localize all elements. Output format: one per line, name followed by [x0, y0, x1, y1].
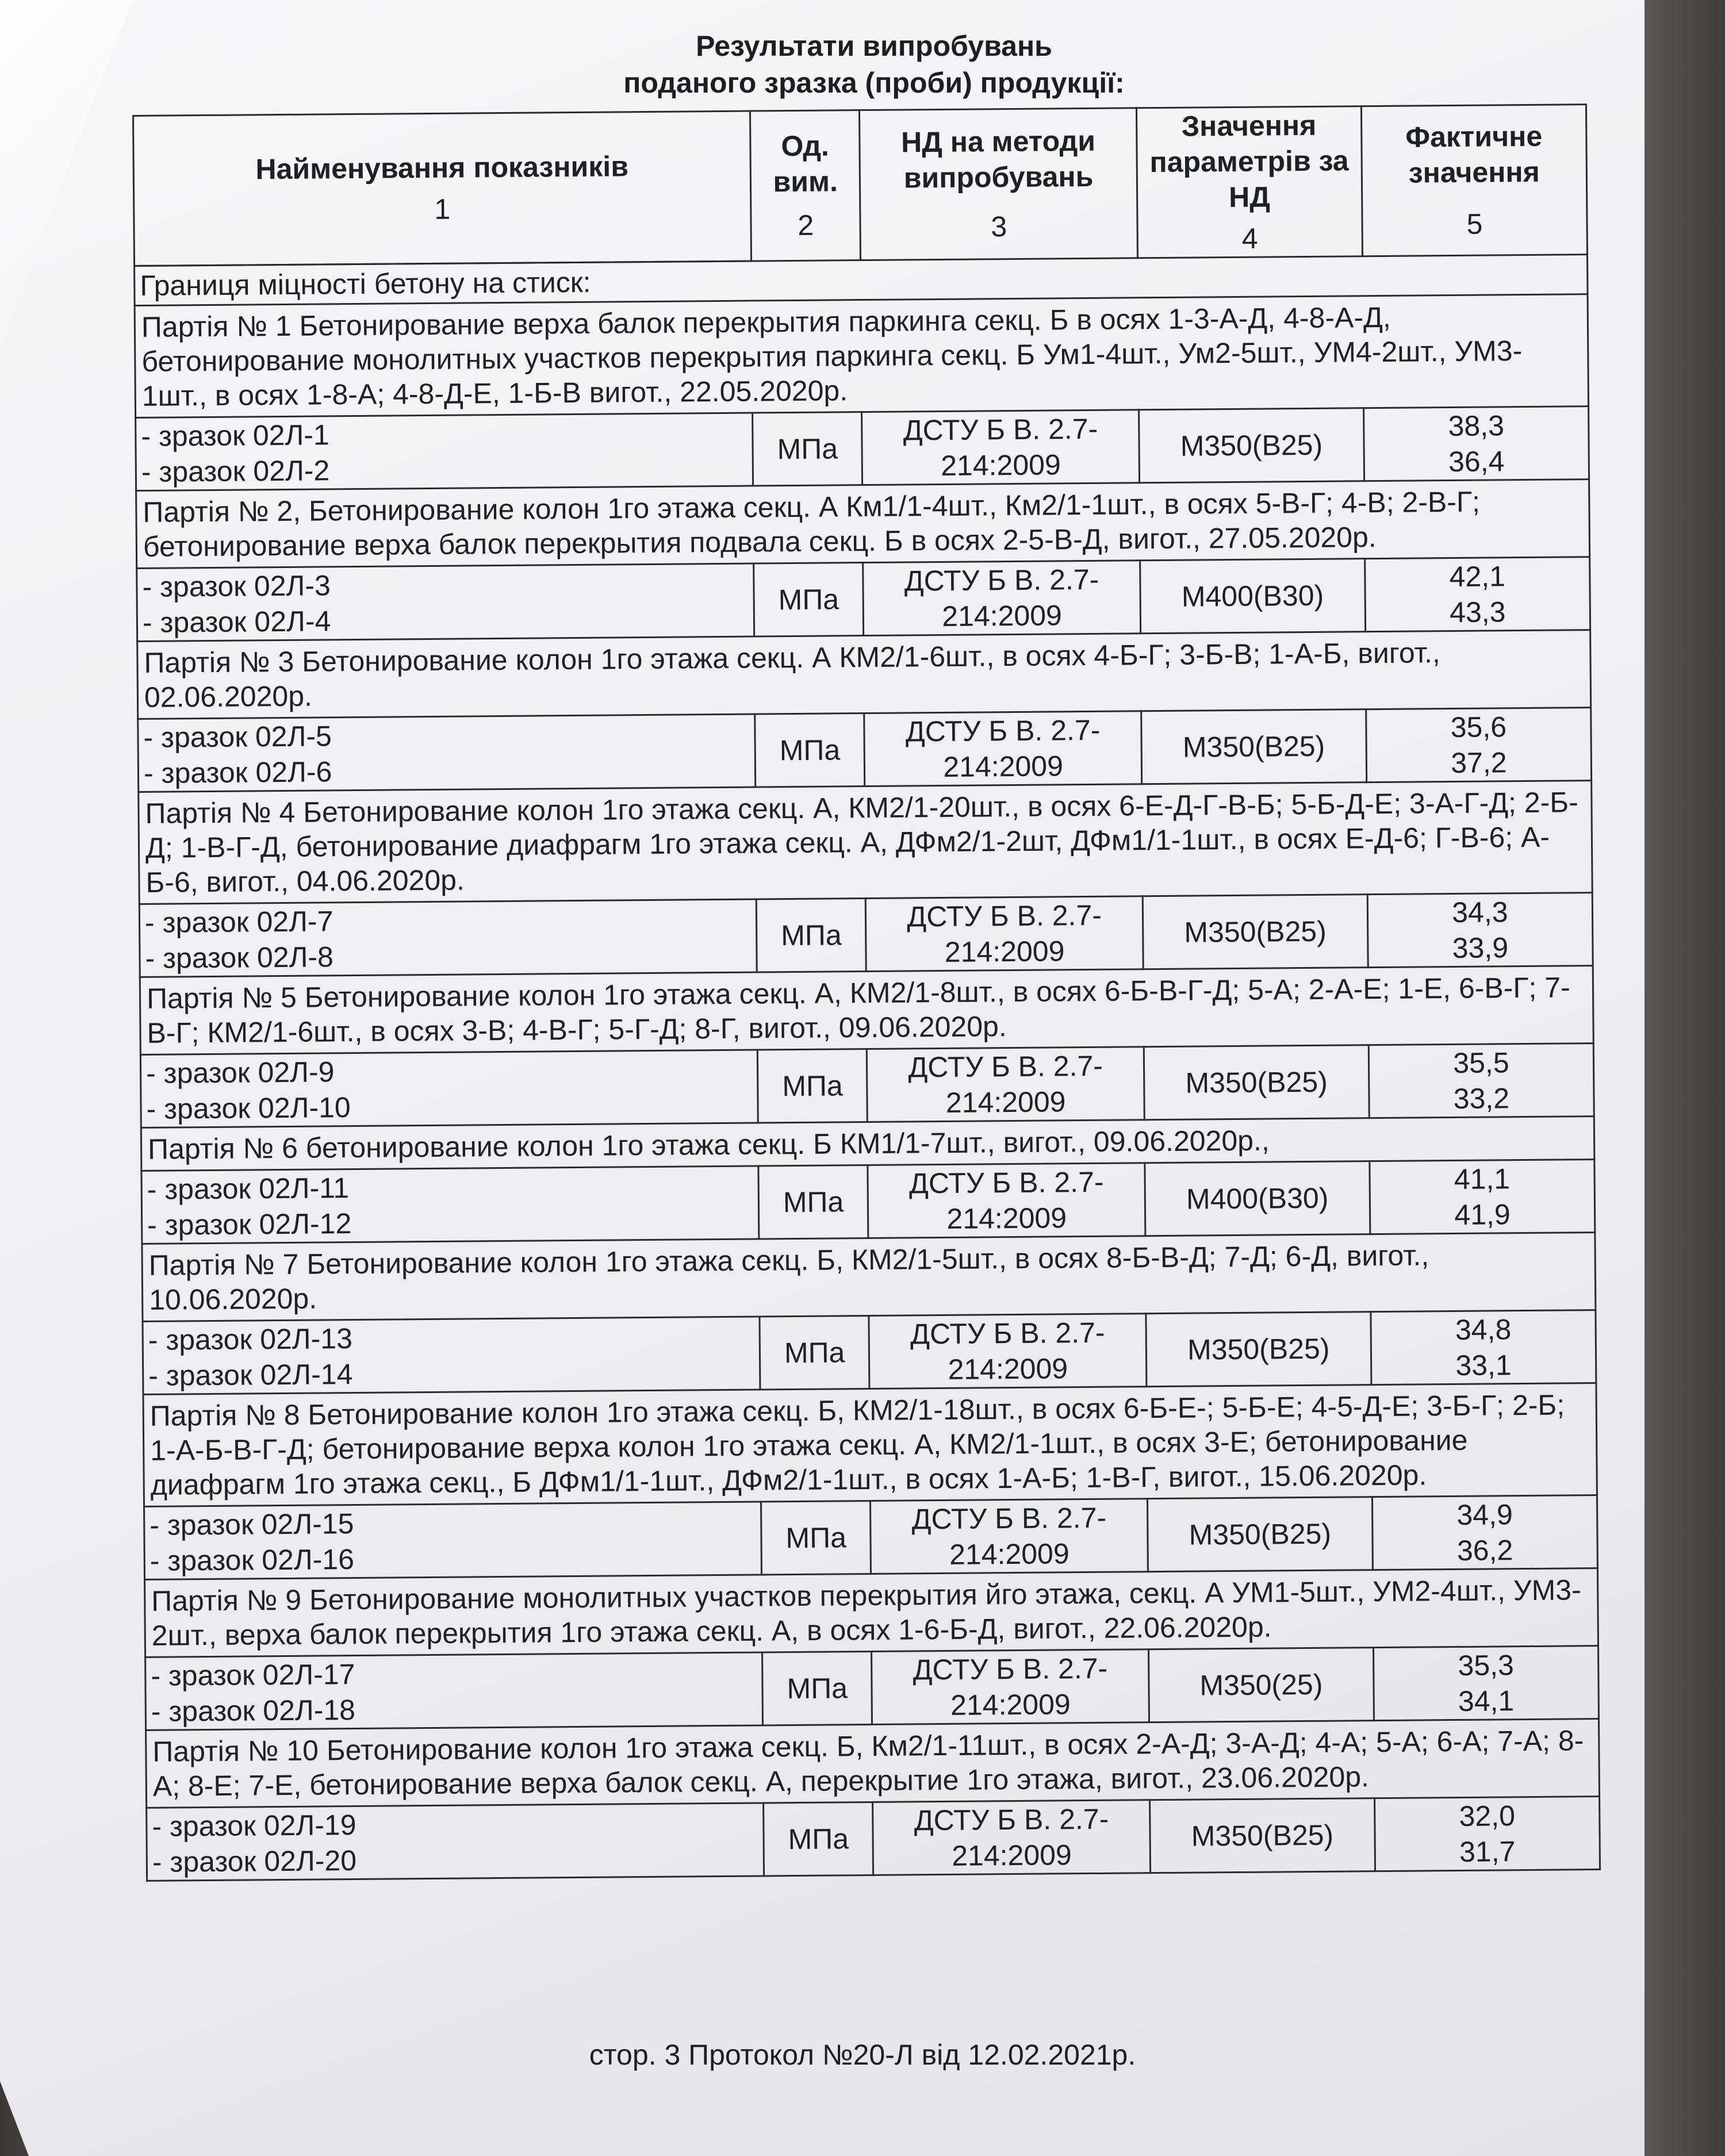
background-right	[1633, 0, 1725, 2156]
fact-value: 37,2	[1450, 746, 1507, 780]
sample-name: - зразок 02Л-16	[150, 1543, 355, 1577]
batch-sample-row	[138, 708, 1592, 792]
sample-name: - зразок 02Л-3	[142, 569, 331, 603]
batch-sample-row	[139, 893, 1593, 977]
sample-name: - зразок 02Л-7	[144, 905, 334, 939]
batch-description: Партія № 4 Бетонирование колон 1го этажа секц. А, КМ2/1-20шт., в осях 6-Е-Д-Г-В-Б; 5-Б-Д-Е; 3-А-Г-Д; 2-Б-Д; 1-В-Г-Д, бетонирование диафрагм 1го этажа секц. А, ДФм2/1-2шт, ДФм1/1-1шт., в осях Е-Д-6; Г-В-6; А-Б-6, вигот., 04.06.2020р.	[139, 781, 1592, 904]
sample-names	[136, 413, 753, 490]
sample-names	[147, 1803, 764, 1881]
sample-name: - зразок 02Л-5	[143, 720, 332, 754]
nd-cell: ДСТУ Б В. 2.7-214:2009	[872, 1649, 1149, 1725]
param-cell: М400(В30)	[1145, 1161, 1370, 1236]
nd-cell: ДСТУ Б В. 2.7-214:2009	[873, 1800, 1150, 1875]
fact-value: 36,2	[1456, 1534, 1513, 1567]
fact-values	[1365, 557, 1590, 632]
fact-values	[1366, 708, 1592, 782]
fact-value: 35,5	[1453, 1046, 1509, 1080]
sample-name: - зразок 02Л-19	[152, 1809, 356, 1843]
unit-cell: МПа	[764, 1802, 874, 1875]
fact-value: 43,3	[1449, 596, 1506, 629]
sample-name: - зразок 02Л-6	[143, 755, 332, 789]
batch-description: Партія № 10 Бетонирование колон 1го этажа секц. Б, Км2/1-11шт., в осях 2-А-Д; 3-А-Д; 4-А; 5-А; 6-А; 7-А; 8-А; 8-Е; 7-Е, бетонирование верха балок секц. А, перекрытие 1го этажа, вигот., 23.06.2020р.	[146, 1719, 1600, 1808]
batch-sample-row	[141, 1160, 1595, 1244]
batch-sample-row	[147, 1797, 1600, 1881]
batch-sample-row	[145, 1646, 1599, 1731]
batch-description-row	[143, 1383, 1597, 1507]
sample-name: - зразок 02Л-15	[150, 1507, 354, 1541]
fact-value: 38,3	[1448, 409, 1505, 443]
nd-cell: ДСТУ Б В. 2.7-214:2009	[862, 410, 1139, 485]
nd-cell: ДСТУ Б В. 2.7-214:2009	[866, 896, 1143, 972]
nd-cell: ДСТУ Б В. 2.7-214:2009	[867, 1047, 1144, 1122]
batch-description-row	[146, 1719, 1600, 1808]
fact-values	[1373, 1646, 1598, 1721]
sample-names	[140, 1050, 758, 1127]
unit-cell: МПа	[758, 1165, 869, 1239]
sample-names	[141, 1166, 759, 1244]
nd-cell: ДСТУ Б В. 2.7-214:2009	[864, 711, 1141, 787]
batch-description: Партія № 7 Бетонирование колон 1го этажа секц. Б, КМ2/1-5шт., в осях 8-Б-В-Д; 7-Д; 6-Д, вигот., 10.06.2020р.	[142, 1233, 1596, 1322]
fact-value: 34,8	[1455, 1313, 1512, 1346]
batch-description-row	[139, 781, 1592, 904]
unit-cell: МПа	[761, 1501, 871, 1574]
fact-value: 33,2	[1453, 1082, 1510, 1115]
batch-sample-row	[140, 1044, 1594, 1128]
batch-description-row	[136, 479, 1590, 569]
fact-values	[1363, 406, 1589, 481]
sample-name: - зразок 02Л-14	[148, 1358, 353, 1392]
param-cell: М350(В25)	[1141, 709, 1367, 784]
sample-names	[137, 563, 754, 641]
sample-name: - зразок 02Л-11	[147, 1172, 350, 1206]
batch-description-row	[137, 630, 1591, 719]
batch-sample-row	[137, 557, 1590, 642]
unit-cell: МПа	[754, 563, 864, 636]
nd-cell: ДСТУ Б В. 2.7-214:2009	[863, 561, 1140, 636]
fact-value: 32,0	[1459, 1800, 1516, 1832]
sample-name: - зразок 02Л-13	[148, 1322, 353, 1356]
section-title: Границя міцності бетону на стиск:	[135, 255, 1588, 306]
param-cell: М350(25)	[1148, 1648, 1374, 1723]
page-footer: стор. 3 Протокол №20-Л від 12.02.2021р.	[589, 2039, 1136, 2071]
fact-value: 34,1	[1458, 1685, 1515, 1717]
batch-description: Партія № 2, Бетонирование колон 1го этажа секц. А Км1/1-4шт., Км2/1-1шт., в осях 5-В-Г; 4-В; 2-В-Г; бетонирование верха балок перекрытия подвала секц. Б в осях 2-5-В-Д, вигот., 27.05.2020р.	[136, 479, 1590, 569]
fact-value: 41,9	[1454, 1198, 1511, 1231]
document-title	[322, 28, 1426, 101]
param-cell: М350(В25)	[1144, 1045, 1369, 1120]
param-cell: М400(В30)	[1140, 559, 1365, 634]
batch-description: Партія № 5 Бетонирование колон 1го этажа секц. А, КМ2/1-8шт., в осях 6-Б-В-Г-Д; 5-А; 2-А-Е; 1-Е, 6-В-Г; 7-В-Г; КМ2/1-6шт., в осях 3-В; 4-В-Г; 5-Г-Д; 8-Г, вигот., 09.06.2020р.	[140, 966, 1593, 1055]
unit-cell: МПа	[756, 899, 867, 972]
fact-value: 36,4	[1448, 445, 1505, 478]
col-header-nd: НД на методи випробувань 3	[860, 108, 1137, 260]
batch-description: Партія № 9 Бетонирование монолитных участков перекрытия йго этажа, секц. А УМ1-5шт., УМ2-4шт., УМ3-2шт., верха балок перекрытия 1го этажа секц. А, в осях 1-6-Б-Д, вигот., 22.06.2020р.	[145, 1568, 1598, 1658]
unit-cell: МПа	[755, 713, 865, 787]
batch-description: Партія № 3 Бетонирование колон 1го этажа секц. А КМ2/1-6шт., в осях 4-Б-Г; 3-Б-В; 1-А-Б, вигот., 02.06.2020р.	[137, 630, 1591, 719]
sample-name: - зразок 02Л-10	[146, 1091, 351, 1125]
fact-value: 41,1	[1454, 1163, 1511, 1196]
nd-cell: ДСТУ Б В. 2.7-214:2009	[871, 1499, 1148, 1574]
fact-value: 33,9	[1452, 931, 1509, 965]
fact-value: 34,9	[1456, 1498, 1513, 1531]
param-cell: М350(В25)	[1146, 1312, 1371, 1387]
batch-description-row	[142, 1233, 1596, 1322]
fact-value: 35,6	[1450, 711, 1507, 744]
title-line-2: поданого зразка (проби) продукції:	[623, 67, 1125, 99]
fact-values	[1370, 1160, 1595, 1234]
nd-cell: ДСТУ Б В. 2.7-214:2009	[868, 1163, 1145, 1238]
sample-name: - зразок 02Л-4	[142, 605, 331, 639]
col-header-unit: Од. вим. 2	[750, 110, 861, 261]
col-header-name: Найменування показників 1	[133, 111, 752, 266]
param-cell: М350(В25)	[1138, 408, 1364, 483]
title-line-1: Результати випробувань	[696, 30, 1052, 62]
unit-cell: МПа	[753, 412, 863, 486]
batch-description-row	[135, 294, 1588, 418]
batch-sample-row	[143, 1310, 1596, 1395]
batch-description: Партія № 8 Бетонирование колон 1го этажа секц. Б, КМ2/1-18шт., в осях 6-Б-Е-; 5-Б-Е; 4-5-Д-Е; 3-Б-Г; 2-Б; 1-А-Б-В-Г-Д; бетонирование верха колон 1го этажа секц. А, КМ2/1-1шт., в осях 3-Е; бетонирование диафрагм 1го этажа секц., Б ДФм1/1-1шт., ДФм2/1-1шт., в осях 1-А-Б; 1-В-Г, вигот., 15.06.2020р.	[143, 1383, 1597, 1507]
sample-name: - зразок 02Л-1	[141, 419, 329, 452]
sample-name: - зразок 02Л-18	[151, 1694, 356, 1728]
sample-name: - зразок 02Л-9	[145, 1056, 335, 1089]
sample-names	[143, 1317, 760, 1394]
header-row	[133, 105, 1588, 266]
sample-name: - зразок 02Л-17	[151, 1658, 355, 1692]
fact-value: 33,1	[1455, 1349, 1512, 1382]
unit-cell: МПа	[757, 1049, 868, 1123]
fact-value: 34,3	[1452, 896, 1508, 929]
unit-cell: МПа	[760, 1316, 870, 1390]
batch-description-row	[140, 966, 1593, 1055]
nd-cell: ДСТУ Б В. 2.7-214:2009	[869, 1314, 1146, 1389]
fact-value: 31,7	[1459, 1835, 1516, 1868]
param-cell: М350(В25)	[1149, 1798, 1375, 1873]
fact-value: 35,3	[1458, 1649, 1515, 1682]
sample-name: - зразок 02Л-8	[145, 941, 334, 975]
sample-name: - зразок 02Л-2	[141, 454, 330, 488]
sample-names	[145, 1652, 763, 1730]
batch-sample-row	[144, 1495, 1598, 1580]
sample-names	[139, 899, 757, 977]
sample-name: - зразок 02Л-20	[152, 1844, 357, 1878]
fact-values	[1372, 1495, 1597, 1570]
fact-values	[1368, 1044, 1594, 1118]
batch-sample-row	[136, 406, 1589, 491]
sample-names	[138, 714, 756, 792]
results-sheet	[132, 103, 1603, 2087]
col-header-param: Значення параметрів за НД 4	[1136, 106, 1362, 258]
fact-values	[1371, 1310, 1596, 1385]
table-body	[135, 255, 1600, 1881]
unit-cell: МПа	[762, 1651, 873, 1725]
batch-description: Партія № 1 Бетонирование верха балок перекрытия паркинга секц. Б в осях 1-3-А-Д, 4-8-А-Д, бетонирование монолитных участков перекрытия паркинга секц. Б Ум1-4шт., Ум2-5шт., УМ4-2шт., УМ3-1шт., в осях 1-8-А; 4-8-Д-Е, 1-Б-В вигот., 22.05.2020р.	[135, 294, 1588, 418]
fact-value: 42,1	[1449, 560, 1506, 593]
fact-values	[1374, 1797, 1600, 1871]
batch-description: Партія № 6 бетонирование колон 1го этажа секц. Б КМ1/1-7шт., вигот., 09.06.2020р.,	[141, 1117, 1594, 1171]
batch-description-row	[145, 1568, 1598, 1658]
fact-values	[1367, 893, 1593, 968]
sample-names	[144, 1502, 762, 1579]
col-header-fact: Фактичне значення 5	[1361, 105, 1587, 256]
sample-name: - зразок 02Л-12	[147, 1207, 352, 1241]
results-table	[132, 103, 1601, 1882]
param-cell: М350(В25)	[1143, 895, 1368, 969]
param-cell: М350(В25)	[1147, 1497, 1373, 1572]
